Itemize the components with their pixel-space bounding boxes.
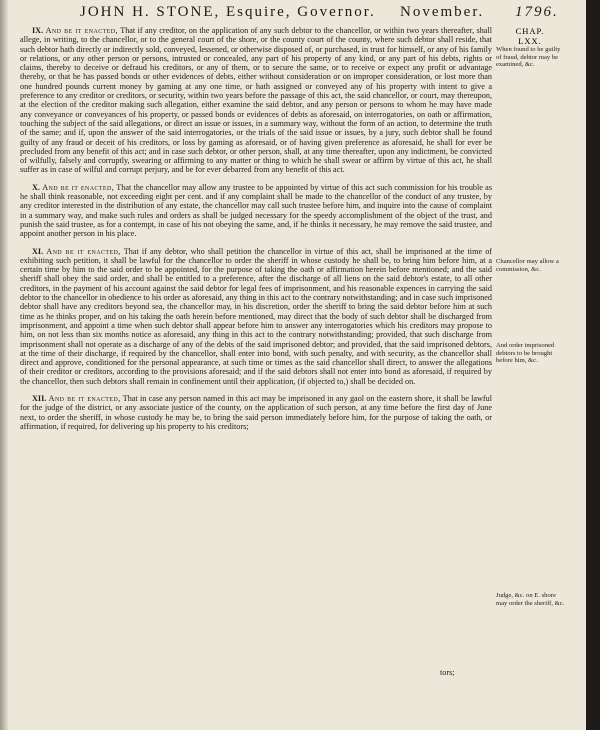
section-heading: And be it enacted,: [45, 26, 118, 35]
section-10: [20, 183, 492, 239]
section-number: XII.: [32, 393, 47, 403]
section-text: That the chancellor may allow any trustee to be appointed by virtue of this act such commission for his trouble as he shall think reasonable, not exceeding eight per cent. and if any complaint shall be made to the chancellor of the conduct of any trustee, by any creditor interested in the distribution of any estate, the chancellor may call such trustee before him, and inquire into the cause of complaint in a summary way, and make such rules and orders as shall be judged necessary for the speedy accomplishment of the object of the trust, and punish the said trustee, as for a contempt, in case of his not obeying the same, and, if he thinks it necessary, he may remove the said trustee, and appoint another person in his place.: [20, 182, 493, 239]
header-month: November.: [400, 4, 485, 20]
page-gutter-shadow: [0, 0, 8, 730]
section-9: [20, 26, 492, 175]
section-text: That if any debtor, who shall petition the chancellor in virtue of this act, shall be imprisoned at the time of exhibiting such petition, it shall be lawful for the chancellor to order the sheriff in whose custody he shall be, to bring him before him, at a certain time by him to the said order to be appointed, for the purpose of taking the oath or affirmation herein before mentioned; and the said sheriff shall obey the said order, and shall be entitled to a preference, after the discharge of all liens on the said debtor's estate, to all other creditors, in the payment of his account against the said debtor for legal fees of imprisonment, and his reasonable expences in carrying the said debtor to the chancellor in obedience to his order as aforesaid, any thing in this act to the contrary notwithstanding; and in case such imprisoned debtor shall have any creditors beyond sea, the chancellor may, in his discretion, order the sheriff to bring the said debtor before him at such time as he thinks proper, and on his taking the oath herein before mentioned, may direct that the body of such debtor shall be discharged from imprisonment, and appoint a time when such debtor shall appear before him to answer any interrogatories which his creditors may propose to him, on not less than six months notice as aforesaid, any thing in this act to the contrary notwithstanding; provided, that such discharge from imprisonment shall not operate as a discharge of any of the debts of the said imprisoned debtor; and provided, that the said imprisoned debtors, at the time of their discharge, if required by the chancellor, shall enter into bond, with such penalty, and with security, as the chancellor shall direct and approve, conditioned for the personal appearance, at such time or times as the said chancellor shall direct, to answer the allegations of their creditor or creditors, according to the provisions aforesaid; and if the said debtors shall not enter into bond as aforesaid, if required by the chancellor, then such debtors shall remain in confinement until their application, (if objected to,) shall be decided on.: [20, 246, 493, 386]
header-year: 1796.: [515, 4, 559, 20]
header-title: JOHN H. STONE, Esquire, Governor.: [80, 4, 376, 20]
section-text: That in case any person named in this act may be imprisoned in any gaol on the eastern shore, it shall be lawful for the judge of the district, or any associate justice of the county, on the application of such person, at any time before the first day of June next, to order the sheriff, in whose custody he may be, to bring the said person immediately before him, for the purpose of taking the oath, or affirmation, if required, for delivering up his property to his creditors;: [20, 393, 493, 431]
section-number: XI.: [32, 246, 44, 256]
margin-note-imprisoned: And order imprisoned debtors to be brought before him, &c.: [496, 342, 555, 365]
running-header: [70, 4, 580, 24]
margin-note-fraud: When found to be guilty of fraud, debtor may be examined, &c.: [496, 46, 561, 69]
section-text: That if any creditor, on the application of any such debtor to the chancellor, or within two years thereafter, shall allege, in writing, to the chancellor, or to the general court of the shore, or the county court of the county, where such debtor shall reside, that such debtor hath directly or indirectly sold, conveyed, lessened, or otherwise disposed of, or purchased, in trust for himself, or any of his family or relations, or any other person or persons, intrusted or concealed, any part of his property of any kind, or any part of his debts, rights or claims, thereby to deceive or defraud his creditors, or any of them, or to secure the same, or to receive or expect any profit or advantage thereby, or that he has passed bonds or other evidences of debts, either without consideration or on improper consideration, or lost more than one hundred pounds current money by gaming at any one time, or hath assigned or conveyed any of his property with intent to give a preference to any creditor or creditors, or security, within two years before the passage of this act, the said chancellor, or court, may thereupon, at the election of the creditor making such allegation, either examine the said debtor, and any person or persons to whom he may have made any conveyance or conveyances of his property, or passed bonds or evidences of debts as aforesaid, on interrogatories, on oath or affirmation, touching the subject of the said allegations, or direct an issue or issues, in a summary way, without the form of an action, to determine the truth of the same; and if, upon the answer of the said interrogatories, or the trials of the said issue or issues, by a jury, such debtor shall be found guilty of any fraud or deceit of his creditors, or loss by gaming as aforesaid, or of having given preference as aforesaid, he shall for ever be precluded from any benefit of this act; and in case such debtor, or other person, shall, at any time thereafter, upon any indictment, be convicted of wilfully, falsely and corruptly, swearing or affirming to any matter or thing to which he shall swear or affirm by virtue of this act, he shall suffer as in case of wilful and corrupt perjury, and be for ever debarred from any benefit of this act.: [20, 26, 492, 175]
section-number: X.: [32, 182, 40, 192]
page-body: [20, 26, 492, 439]
catchword: tors;: [440, 668, 455, 677]
section-heading: And be it enacted,: [42, 182, 115, 192]
margin-note-commission: Chancellor may allow a commission, &c.: [496, 258, 559, 273]
section-heading: And be it enacted,: [48, 393, 121, 403]
book-edge: [586, 0, 600, 730]
chapter-marker: [500, 26, 560, 46]
section-number: IX.: [32, 26, 44, 35]
margin-note-eastern-shore: Judge, &c. on E. shore may order the sheriff, &c.: [496, 592, 565, 607]
chapter-label: CHAP.: [515, 26, 545, 36]
chapter-number: LXX.: [518, 36, 542, 46]
section-heading: And be it enacted,: [46, 246, 121, 256]
section-11: [20, 247, 492, 386]
section-12: [20, 394, 492, 431]
